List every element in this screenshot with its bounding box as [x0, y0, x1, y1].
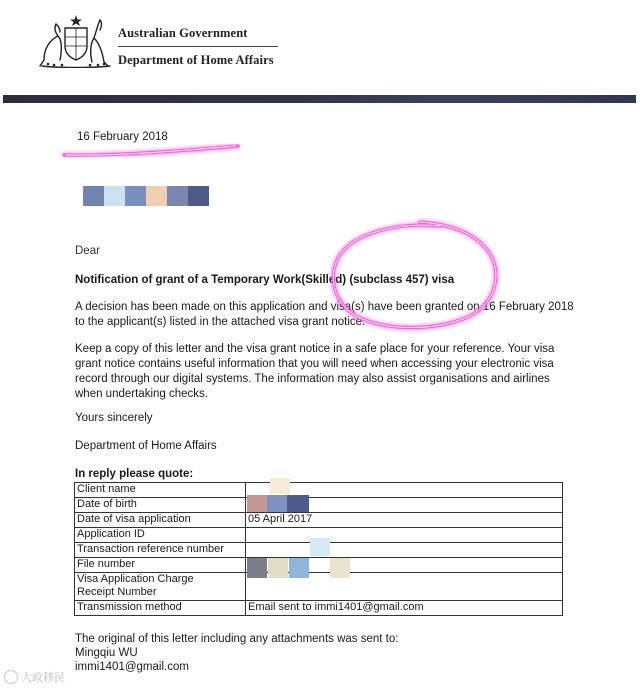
row-label: Visa Application Charge Receipt Number	[75, 573, 246, 601]
table-row	[75, 513, 563, 528]
header-bar	[3, 95, 636, 103]
row-value	[246, 543, 563, 558]
reply-heading: In reply please quote:	[75, 468, 194, 480]
coat-of-arms-icon	[38, 10, 114, 68]
redaction-block	[167, 186, 188, 206]
salutation: Dear	[75, 245, 100, 257]
addressee-redaction	[83, 186, 209, 206]
keep-copy-paragraph: Keep a copy of this letter and the visa grant notice in a safe place for your reference. Your visa grant notice contains useful information that you will need when accessing your electronic visa record through our digital systems. The information may also assist organisations and airlines when undertaking checks.	[75, 343, 555, 400]
redaction-block	[104, 186, 125, 206]
row-value: Email sent to immi1401@gmail.com	[246, 601, 563, 616]
redaction-block	[330, 558, 350, 578]
table-row	[75, 483, 563, 498]
redaction-block	[83, 186, 104, 206]
redaction-block	[146, 186, 167, 206]
original-sent-to	[75, 632, 398, 674]
redaction-block	[287, 495, 309, 512]
department-name: Department of Home Affairs	[118, 53, 274, 67]
redaction-block	[125, 186, 146, 206]
row-label: Transmission method	[75, 601, 246, 616]
redaction-block	[267, 495, 287, 512]
original-intro: The original of this letter including any attachments was sent to:	[75, 633, 399, 645]
table-row	[75, 601, 563, 616]
redaction-block	[268, 558, 288, 578]
government-branding	[118, 26, 278, 68]
row-label: Transaction reference number	[75, 543, 246, 558]
recipient-name: Mingqiu WU	[75, 647, 138, 659]
redaction-block	[310, 538, 330, 556]
table-row	[75, 498, 563, 513]
row-label: Date of visa application	[75, 513, 246, 528]
redaction-block	[188, 186, 209, 206]
row-value	[246, 528, 563, 543]
letter-date: 16 February 2018	[77, 131, 168, 143]
government-name: Australian Government	[118, 26, 248, 40]
signature: Department of Home Affairs	[75, 440, 217, 452]
watermark-logo-icon	[4, 670, 18, 684]
table-row	[75, 558, 563, 573]
row-label: Client name	[75, 483, 246, 498]
row-label: Date of birth	[75, 498, 246, 513]
date-underline-core	[66, 146, 236, 155]
recipient-email: immi1401@gmail.com	[75, 661, 189, 673]
row-label: Application ID	[75, 528, 246, 543]
decision-paragraph: A decision has been made on this application and visa(s) have been granted on 16 February 2018 to the applicant(s) listed in the attached visa grant notice.	[75, 301, 574, 328]
watermark-text: 大政移民	[21, 672, 65, 684]
redaction-block	[270, 478, 290, 494]
closing: Yours sincerely	[75, 412, 153, 424]
redaction-block	[289, 558, 309, 578]
branding-divider	[118, 46, 278, 47]
watermark	[4, 669, 65, 685]
table-row	[75, 573, 563, 601]
redaction-block	[247, 558, 267, 578]
row-label: File number	[75, 558, 246, 573]
row-value: 05 April 2017	[246, 513, 563, 528]
redaction-block	[247, 495, 267, 512]
letter-subject: Notification of grant of a Temporary Work(Skilled) (subclass 457) visa	[75, 274, 455, 286]
date-underline-stroke	[64, 146, 238, 155]
